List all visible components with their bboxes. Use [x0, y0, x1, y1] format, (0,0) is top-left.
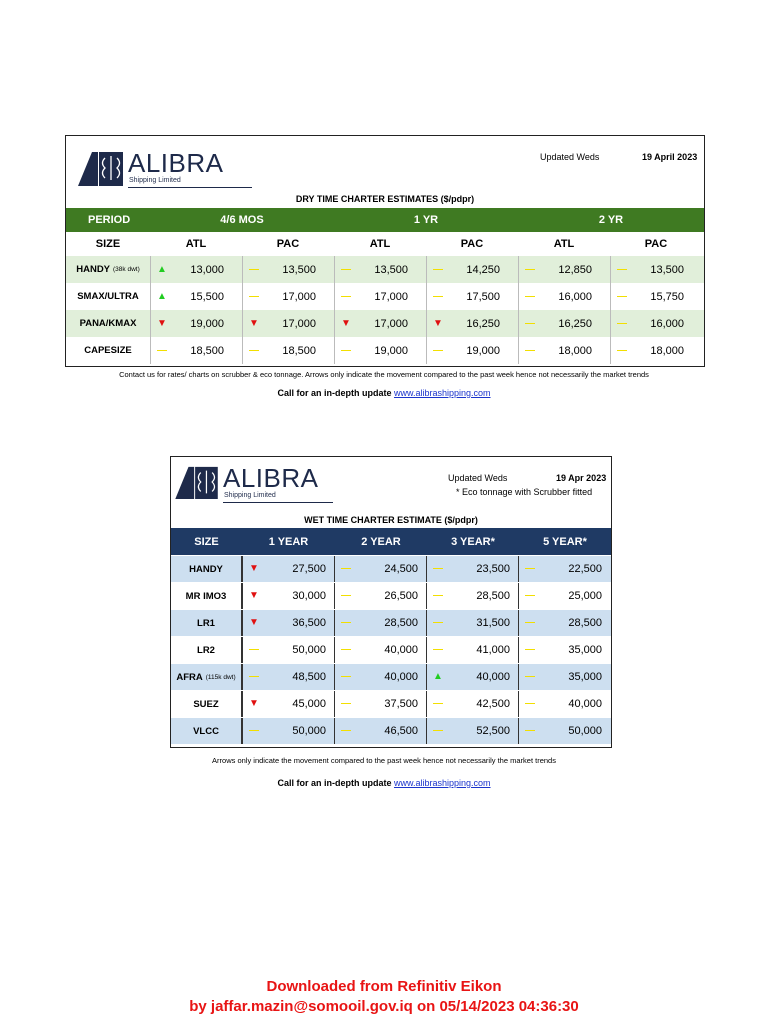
brand-subtitle: Shipping Limited: [224, 492, 276, 499]
rate-cell: [518, 583, 610, 609]
rate-cell: [242, 583, 334, 609]
rate-value: 14,250: [466, 263, 500, 276]
table-row: [171, 690, 611, 717]
rate-value: 52,500: [476, 725, 510, 737]
rate-cell: [426, 637, 518, 663]
size-label: [171, 556, 242, 582]
size-name: SUEZ: [193, 698, 219, 710]
unchanged-dash-icon: —: [617, 317, 627, 329]
size-name: CAPESIZE: [84, 345, 132, 356]
unchanged-dash-icon: —: [249, 725, 259, 736]
unchanged-dash-icon: —: [341, 671, 351, 682]
rate-cell: [518, 556, 610, 582]
updated-label: Updated Weds: [540, 152, 600, 162]
unchanged-dash-icon: —: [341, 290, 351, 302]
arrow-down-icon: ▼: [433, 317, 443, 329]
update-date: 19 Apr 2023: [556, 473, 607, 483]
unchanged-dash-icon: —: [249, 644, 259, 655]
rate-cell: [518, 337, 610, 364]
arrow-up-icon: ▲: [433, 671, 443, 682]
logo-underline: [223, 502, 333, 503]
table-title: WET TIME CHARTER ESTIMATE ($/pdpr): [304, 515, 478, 525]
table-title: DRY TIME CHARTER ESTIMATES ($/pdpr): [295, 194, 475, 204]
rate-cell: [334, 664, 426, 690]
rate-value: 35,000: [568, 644, 602, 656]
rate-cell: [426, 283, 518, 310]
rate-value: 27,500: [292, 563, 326, 575]
dry-charter-card: [65, 135, 705, 367]
unchanged-dash-icon: —: [249, 290, 259, 302]
size-name: PANA/KMAX: [79, 318, 137, 329]
rate-cell: [426, 610, 518, 636]
unchanged-dash-icon: —: [249, 344, 259, 356]
unchanged-dash-icon: —: [249, 671, 259, 682]
rate-value: 17,000: [282, 317, 316, 330]
col-header-5-year: 5 YEAR*: [543, 535, 587, 548]
size-name: MR IMO3: [185, 590, 227, 602]
rate-value: 30,000: [292, 590, 326, 602]
rate-value: 41,000: [476, 644, 510, 656]
rate-cell: [426, 583, 518, 609]
period-1-yr: 1 YR: [413, 214, 439, 226]
table-row: [171, 717, 611, 744]
rate-cell: [426, 718, 518, 744]
website-link[interactable]: www.alibrashipping.com: [393, 778, 491, 788]
period-label: PERIOD: [88, 214, 131, 226]
brand-subtitle: Shipping Limited: [129, 177, 181, 184]
rate-cell: [610, 310, 702, 337]
rate-cell: [334, 337, 426, 364]
rate-value: 13,000: [190, 263, 224, 276]
rate-value: 18,000: [558, 344, 592, 357]
rate-value: 50,000: [568, 725, 602, 737]
size-name: LR2: [197, 644, 215, 656]
rate-value: 19,000: [374, 344, 408, 357]
col-header-3-year: 3 YEAR*: [451, 535, 495, 548]
unchanged-dash-icon: —: [433, 263, 443, 275]
table-row: [171, 582, 611, 609]
rate-cell: [242, 283, 334, 310]
table-row: [66, 256, 704, 283]
size-name: VLCC: [193, 725, 219, 737]
brand-name: ALIBRA: [128, 148, 224, 178]
rate-cell: [610, 256, 702, 283]
alibra-logo-icon: [78, 150, 124, 186]
rate-value: 22,500: [568, 563, 602, 575]
rate-cell: [242, 664, 334, 690]
rate-cell: [150, 310, 242, 337]
rate-value: 50,000: [292, 725, 326, 737]
size-label: [66, 337, 150, 364]
unchanged-dash-icon: —: [525, 317, 535, 329]
rate-cell: [610, 337, 702, 364]
rate-cell: [334, 637, 426, 663]
size-name: LR1: [197, 617, 215, 629]
brand-name: ALIBRA: [223, 463, 319, 493]
size-label: [171, 637, 242, 663]
rate-value: 31,500: [476, 617, 510, 629]
rate-value: 18,000: [650, 344, 684, 357]
rate-cell: [242, 556, 334, 582]
rate-value: 19,000: [466, 344, 500, 357]
rate-value: 40,000: [384, 644, 418, 656]
arrow-down-icon: ▼: [249, 317, 259, 329]
wet-disclaimer: Arrows only indicate the movement compared to the past week hence not necessarily the market trends: [212, 756, 556, 765]
rate-cell: [334, 583, 426, 609]
col-header-pac: PAC: [644, 238, 668, 250]
size-label: [171, 691, 242, 717]
arrow-down-icon: ▼: [249, 617, 259, 628]
rate-value: 18,500: [282, 344, 316, 357]
rate-cell: [426, 256, 518, 283]
rate-cell: [426, 664, 518, 690]
rate-value: 50,000: [292, 644, 326, 656]
unchanged-dash-icon: —: [433, 290, 443, 302]
table-row: [171, 555, 611, 582]
unchanged-dash-icon: —: [525, 563, 535, 574]
rate-value: 46,500: [384, 725, 418, 737]
unchanged-dash-icon: —: [433, 563, 443, 574]
unchanged-dash-icon: —: [341, 590, 351, 601]
rate-value: 17,000: [374, 290, 408, 303]
size-label: [171, 610, 242, 636]
rate-value: 19,000: [190, 317, 224, 330]
col-header-1-year: 1 YEAR: [268, 535, 309, 548]
unchanged-dash-icon: —: [157, 344, 167, 356]
updated-label: Updated Weds: [448, 473, 508, 483]
rate-value: 13,500: [650, 263, 684, 276]
col-header-2-year: 2 YEAR: [361, 535, 401, 548]
size-header-row: [66, 232, 704, 256]
rate-cell: [610, 283, 702, 310]
alibra-logo: [78, 150, 252, 188]
rate-cell: [518, 718, 610, 744]
size-header: SIZE: [194, 535, 219, 548]
size-header: SIZE: [95, 238, 121, 250]
size-label: [66, 310, 150, 337]
rate-cell: [334, 610, 426, 636]
unchanged-dash-icon: —: [433, 698, 443, 709]
rate-cell: [334, 556, 426, 582]
size-label: [66, 283, 150, 310]
rate-cell: [242, 256, 334, 283]
rate-value: 16,000: [650, 317, 684, 330]
size-name: SMAX/ULTRA: [77, 291, 139, 302]
unchanged-dash-icon: —: [525, 671, 535, 682]
unchanged-dash-icon: —: [525, 725, 535, 736]
rate-cell: [242, 691, 334, 717]
size-note: (38k dwt): [113, 266, 140, 273]
rate-value: 37,500: [384, 698, 418, 710]
rate-value: 18,500: [190, 344, 224, 357]
download-notice: Downloaded from Refinitiv Eikon: [266, 978, 502, 995]
wet-charter-card: [170, 456, 612, 748]
rate-value: 28,500: [476, 590, 510, 602]
alibra-logo: [175, 465, 333, 503]
rate-value: 40,000: [568, 698, 602, 710]
wet-call-line: [0, 778, 768, 788]
rate-value: 15,500: [190, 290, 224, 303]
dry-disclaimer: Contact us for rates/ charts on scrubber & eco tonnage. Arrows only indicate the movement compared to the past week hence not necessarily the market trends: [119, 370, 649, 379]
size-label: [171, 718, 242, 744]
size-name: AFRA: [176, 671, 203, 683]
rate-value: 25,000: [568, 590, 602, 602]
rate-value: 48,500: [292, 671, 326, 683]
rate-cell: [242, 310, 334, 337]
rate-cell: [334, 310, 426, 337]
unchanged-dash-icon: —: [433, 644, 443, 655]
rate-cell: [518, 691, 610, 717]
rate-cell: [518, 664, 610, 690]
unchanged-dash-icon: —: [525, 263, 535, 275]
rate-value: 45,000: [292, 698, 326, 710]
rate-value: 17,500: [466, 290, 500, 303]
arrow-up-icon: ▲: [157, 263, 167, 275]
rate-value: 16,250: [466, 317, 500, 330]
unchanged-dash-icon: —: [525, 590, 535, 601]
rate-value: 28,500: [384, 617, 418, 629]
arrow-down-icon: ▼: [157, 317, 167, 329]
arrow-down-icon: ▼: [249, 590, 259, 601]
unchanged-dash-icon: —: [617, 344, 627, 356]
unchanged-dash-icon: —: [525, 344, 535, 356]
rate-cell: [518, 283, 610, 310]
col-header-atl: ATL: [185, 238, 207, 250]
rate-value: 15,750: [650, 290, 684, 303]
col-header-atl: ATL: [369, 238, 391, 250]
rate-cell: [242, 637, 334, 663]
size-name: HANDY: [189, 563, 223, 575]
unchanged-dash-icon: —: [433, 617, 443, 628]
unchanged-dash-icon: —: [617, 263, 627, 275]
rate-cell: [150, 337, 242, 364]
rate-value: 17,000: [374, 317, 408, 330]
period-4-6-mos: 4/6 MOS: [220, 214, 264, 226]
rate-cell: [242, 718, 334, 744]
dry-call-line: [0, 388, 768, 398]
download-user-stamp: by jaffar.mazin@somooil.gov.iq on 05/14/2023 04:36:30: [189, 998, 579, 1015]
call-text: Call for an in-depth update: [277, 778, 392, 788]
unchanged-dash-icon: —: [249, 263, 259, 275]
rate-value: 36,500: [292, 617, 326, 629]
col-header-atl: ATL: [553, 238, 575, 250]
rate-cell: [334, 256, 426, 283]
rate-cell: [150, 256, 242, 283]
update-date: 19 April 2023: [642, 152, 698, 162]
rate-cell: [518, 310, 610, 337]
rate-cell: [518, 256, 610, 283]
size-label: [171, 583, 242, 609]
website-link[interactable]: www.alibrashipping.com: [393, 388, 491, 398]
arrow-down-icon: ▼: [249, 698, 259, 709]
rate-value: 26,500: [384, 590, 418, 602]
call-text: Call for an in-depth update: [277, 388, 392, 398]
unchanged-dash-icon: —: [341, 563, 351, 574]
unchanged-dash-icon: —: [617, 290, 627, 302]
unchanged-dash-icon: —: [525, 644, 535, 655]
unchanged-dash-icon: —: [341, 617, 351, 628]
table-row: [171, 663, 611, 690]
unchanged-dash-icon: —: [341, 344, 351, 356]
rate-value: 24,500: [384, 563, 418, 575]
rate-cell: [426, 691, 518, 717]
unchanged-dash-icon: —: [433, 344, 443, 356]
table-row: [171, 636, 611, 663]
table-row: [171, 609, 611, 636]
rate-value: 23,500: [476, 563, 510, 575]
arrow-down-icon: ▼: [341, 317, 351, 329]
alibra-logo-icon: [175, 465, 219, 499]
unchanged-dash-icon: —: [525, 290, 535, 302]
unchanged-dash-icon: —: [525, 698, 535, 709]
rate-cell: [518, 610, 610, 636]
rate-value: 13,500: [282, 263, 316, 276]
rate-cell: [426, 337, 518, 364]
table-row: [66, 310, 704, 337]
size-label: [66, 256, 150, 283]
unchanged-dash-icon: —: [341, 725, 351, 736]
col-header-pac: PAC: [276, 238, 300, 250]
rate-value: 35,000: [568, 671, 602, 683]
unchanged-dash-icon: —: [433, 590, 443, 601]
rate-value: 40,000: [476, 671, 510, 683]
logo-underline: [128, 187, 252, 188]
eco-tonnage-note: * Eco tonnage with Scrubber fitted: [456, 487, 593, 497]
period-2-yr: 2 YR: [598, 214, 624, 226]
wet-header-row: [171, 528, 611, 555]
unchanged-dash-icon: —: [433, 725, 443, 736]
unchanged-dash-icon: —: [341, 644, 351, 655]
rate-value: 16,000: [558, 290, 592, 303]
rate-cell: [518, 637, 610, 663]
rate-value: 12,850: [558, 263, 592, 276]
size-note: (115k dwt): [205, 673, 236, 681]
unchanged-dash-icon: —: [525, 617, 535, 628]
table-row: [66, 337, 704, 364]
rate-value: 40,000: [384, 671, 418, 683]
rate-cell: [426, 310, 518, 337]
rate-value: 13,500: [374, 263, 408, 276]
rate-cell: [242, 337, 334, 364]
rate-cell: [242, 610, 334, 636]
arrow-up-icon: ▲: [157, 290, 167, 302]
size-label: [171, 664, 242, 690]
size-name: HANDY: [76, 264, 111, 275]
rate-cell: [426, 556, 518, 582]
period-band: [66, 208, 704, 232]
unchanged-dash-icon: —: [341, 698, 351, 709]
table-row: [66, 283, 704, 310]
rate-cell: [150, 283, 242, 310]
rate-cell: [334, 691, 426, 717]
unchanged-dash-icon: —: [341, 263, 351, 275]
rate-cell: [334, 283, 426, 310]
rate-value: 16,250: [558, 317, 592, 330]
col-header-pac: PAC: [460, 238, 484, 250]
rate-cell: [334, 718, 426, 744]
rate-value: 28,500: [568, 617, 602, 629]
arrow-down-icon: ▼: [249, 563, 259, 574]
rate-value: 42,500: [476, 698, 510, 710]
rate-value: 17,000: [282, 290, 316, 303]
